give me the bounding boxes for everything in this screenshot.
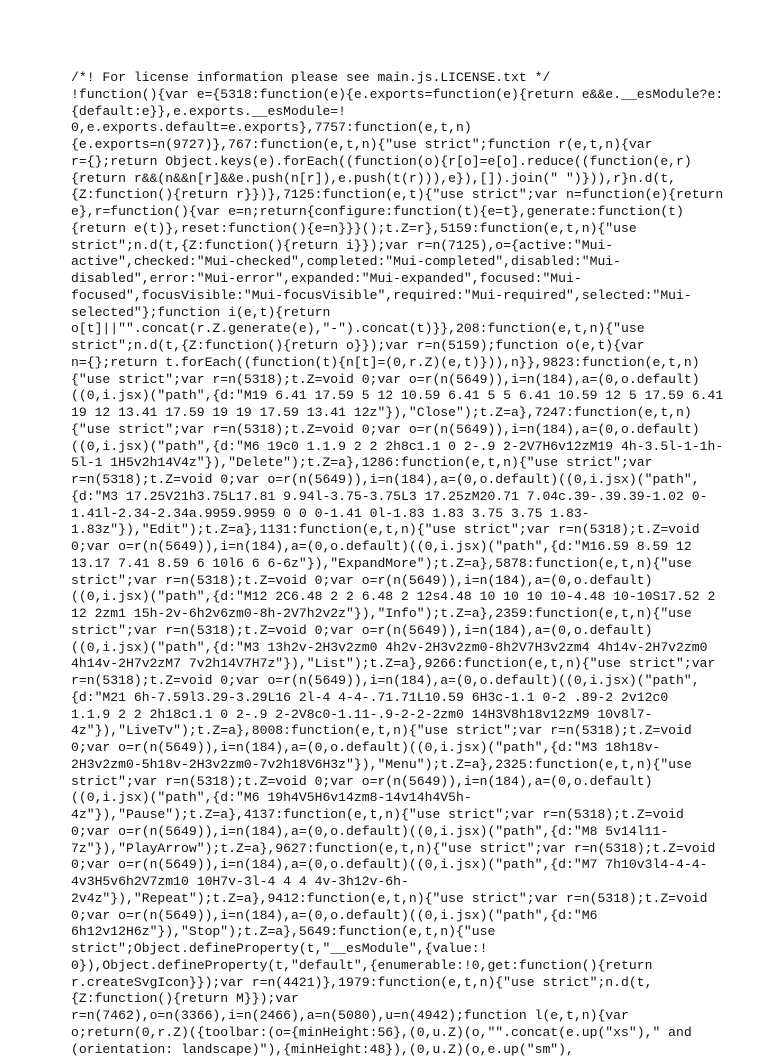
code-line: o;return(0,r.Z)({toolbar:(o={minHeight:56},(0,u.Z)(o,"".concat(e.up("xs")," and <box>71 1025 701 1042</box>
code-line: strict";Object.defineProperty(t,"__esModule",{value:! <box>71 941 701 958</box>
code-line: ((0,i.jsx)("path",{d:"M6 19c0 1.1.9 2 2 2h8c1.1 0 2-.9 2-2V7H6v12zM19 4h-3.5l-1-1h- <box>71 439 701 456</box>
code-line: {"use strict";var r=n(5318);t.Z=void 0;var o=r(n(5649)),i=n(184),a=(0,o.default) <box>71 372 701 389</box>
code-line: active",checked:"Mui-checked",completed:"Mui-completed",disabled:"Mui- <box>71 254 701 271</box>
code-line: 0;var o=r(n(5649)),i=n(184),a=(0,o.default)((0,i.jsx)("path",{d:"M7 7h10v3l4-4-4- <box>71 857 701 874</box>
code-line: r={};return Object.keys(e).forEach((function(o){r[o]=e[o].reduce((function(e,r) <box>71 154 701 171</box>
code-line: strict";n.d(t,{Z:function(){return i}});var r=n(7125),o={active:"Mui- <box>71 238 701 255</box>
code-line: 4z"}),"Pause");t.Z=a},4137:function(e,t,n){"use strict";var r=n(5318);t.Z=void <box>71 807 701 824</box>
code-line: r.createSvgIcon}});var r=n(4421)},1979:function(e,t,n){"use strict";n.d(t, <box>71 975 701 992</box>
code-line: 12 2zm1 15h-2v-6h2v6zm0-8h-2V7h2v2z"}),"Info");t.Z=a},2359:function(e,t,n){"use <box>71 606 701 623</box>
code-line: 0;var o=r(n(5649)),i=n(184),a=(0,o.default)((0,i.jsx)("path",{d:"M3 18h18v- <box>71 740 701 757</box>
code-line: 4z"}),"LiveTv");t.Z=a},8008:function(e,t,n){"use strict";var r=n(5318);t.Z=void <box>71 723 701 740</box>
code-line: {e.exports=n(9727)},767:function(e,t,n){"use strict";function r(e,t,n){var <box>71 137 701 154</box>
code-line: 0;var o=r(n(5649)),i=n(184),a=(0,o.default)((0,i.jsx)("path",{d:"M8 5v14l11- <box>71 824 701 841</box>
code-line: {d:"M21 6h-7.59l3.29-3.29L16 2l-4 4-4-.71.71L10.59 6H3c-1.1 0-2 .89-2 2v12c0 <box>71 690 701 707</box>
code-line: r=n(5318);t.Z=void 0;var o=r(n(5649)),i=n(184),a=(0,o.default)((0,i.jsx)("path", <box>71 472 701 489</box>
code-line: 0,e.exports.default=e.exports},7757:function(e,t,n) <box>71 120 701 137</box>
code-line: {Z:function(){return r}})},7125:function(e,t){"use strict";var n=function(e){return <box>71 187 701 204</box>
code-line: 2v4z"}),"Repeat");t.Z=a},9412:function(e,t,n){"use strict";var r=n(5318);t.Z=void <box>71 891 701 908</box>
code-line: 7z"}),"PlayArrow");t.Z=a},9627:function(e,t,n){"use strict";var r=n(5318);t.Z=void <box>71 841 701 858</box>
code-line: o[t]||"".concat(r.Z.generate(e),"-").concat(t)}},208:function(e,t,n){"use <box>71 321 701 338</box>
code-line: e},r=function(){var e=n;return{configure:function(t){e=t},generate:function(t) <box>71 204 701 221</box>
code-document <box>71 70 701 1058</box>
code-line: {d:"M3 17.25V21h3.75L17.81 9.94l-3.75-3.75L3 17.25zM20.71 7.04c.39-.39.39-1.02 0- <box>71 489 701 506</box>
code-line: strict";n.d(t,{Z:function(){return o}});var r=n(5159);function o(e,t){var <box>71 338 701 355</box>
code-line: r=n(5318);t.Z=void 0;var o=r(n(5649)),i=n(184),a=(0,o.default)((0,i.jsx)("path", <box>71 673 701 690</box>
code-line: {return e(t)},reset:function(){e=n}}}();t.Z=r},5159:function(e,t,n){"use <box>71 221 701 238</box>
code-line: ((0,i.jsx)("path",{d:"M19 6.41 17.59 5 12 10.59 6.41 5 5 6.41 10.59 12 5 17.59 6.41 <box>71 388 701 405</box>
code-line: strict";var r=n(5318);t.Z=void 0;var o=r(n(5649)),i=n(184),a=(0,o.default) <box>71 774 701 791</box>
code-line: 6h12v12H6z"}),"Stop");t.Z=a},5649:function(e,t,n){"use <box>71 924 701 941</box>
code-line: ((0,i.jsx)("path",{d:"M12 2C6.48 2 2 6.48 2 12s4.48 10 10 10 10-4.48 10-10S17.52 2 <box>71 589 701 606</box>
code-line: 1.83z"}),"Edit");t.Z=a},1131:function(e,t,n){"use strict";var r=n(5318);t.Z=void <box>71 522 701 539</box>
code-line: disabled",error:"Mui-error",expanded:"Mui-expanded",focused:"Mui- <box>71 271 701 288</box>
code-line: 0;var o=r(n(5649)),i=n(184),a=(0,o.default)((0,i.jsx)("path",{d:"M6 <box>71 908 701 925</box>
code-line: ((0,i.jsx)("path",{d:"M6 19h4V5H6v14zm8-14v14h4V5h- <box>71 790 701 807</box>
code-line: n={};return t.forEach((function(t){n[t]=(0,r.Z)(e,t)})),n}},9823:function(e,t,n) <box>71 355 701 372</box>
code-line: r=n(7462),o=n(3366),i=n(2466),a=n(5080),u=n(4942);function l(e,t,n){var <box>71 1008 701 1025</box>
code-line: 0;var o=r(n(5649)),i=n(184),a=(0,o.default)((0,i.jsx)("path",{d:"M16.59 8.59 12 <box>71 539 701 556</box>
code-line: 1.1.9 2 2 2h18c1.1 0 2-.9 2-2V8c0-1.11-.9-2-2-2zm0 14H3V8h18v12zM9 10v8l7- <box>71 707 701 724</box>
code-line: 4v3H5v6h2V7zm10 10H7v-3l-4 4 4 4v-3h12v-6h- <box>71 874 701 891</box>
code-line: /*! For license information please see main.js.LICENSE.txt */ <box>71 70 701 87</box>
code-line: 4h14v-2H7v2zM7 7v2h14V7H7z"}),"List");t.Z=a},9266:function(e,t,n){"use strict";var <box>71 656 701 673</box>
code-line: {Z:function(){return M}});var <box>71 991 701 1008</box>
code-line: focused",focusVisible:"Mui-focusVisible",required:"Mui-required",selected:"Mui- <box>71 288 701 305</box>
code-line: 2H3v2zm0-5h18v-2H3v2zm0-7v2h18V6H3z"}),"Menu");t.Z=a},2325:function(e,t,n){"use <box>71 757 701 774</box>
code-line: 5l-1 1H5v2h14V4z"}),"Delete");t.Z=a},1286:function(e,t,n){"use strict";var <box>71 455 701 472</box>
code-line: 1.41l-2.34-2.34a.9959.9959 0 0 0-1.41 0l-1.83 1.83 3.75 3.75 1.83- <box>71 506 701 523</box>
code-line: ((0,i.jsx)("path",{d:"M3 13h2v-2H3v2zm0 4h2v-2H3v2zm0-8h2V7H3v2zm4 4h14v-2H7v2zm0 <box>71 640 701 657</box>
code-line: 19 12 13.41 17.59 19 19 17.59 13.41 12z"}),"Close");t.Z=a},7247:function(e,t,n) <box>71 405 701 422</box>
code-line: {return r&&(n&&n[r]&&e.push(n[r]),e.push(t(r))),e}),[]).join(" ")})),r}n.d(t, <box>71 171 701 188</box>
code-line: 13.17 7.41 8.59 6 10l6 6 6-6z"}),"ExpandMore");t.Z=a},5878:function(e,t,n){"use <box>71 556 701 573</box>
code-line: (orientation: landscape)"),{minHeight:48}),(0,u.Z)(o,e.up("sm"), <box>71 1042 701 1058</box>
code-line: strict";var r=n(5318);t.Z=void 0;var o=r(n(5649)),i=n(184),a=(0,o.default) <box>71 573 701 590</box>
code-line: {default:e}},e.exports.__esModule=! <box>71 104 701 121</box>
code-line: 0}),Object.defineProperty(t,"default",{enumerable:!0,get:function(){return <box>71 958 701 975</box>
code-line: !function(){var e={5318:function(e){e.exports=function(e){return e&&e.__esModule?e: <box>71 87 701 104</box>
code-line: {"use strict";var r=n(5318);t.Z=void 0;var o=r(n(5649)),i=n(184),a=(0,o.default) <box>71 422 701 439</box>
code-line: strict";var r=n(5318);t.Z=void 0;var o=r(n(5649)),i=n(184),a=(0,o.default) <box>71 623 701 640</box>
code-line: selected"};function i(e,t){return <box>71 305 701 322</box>
